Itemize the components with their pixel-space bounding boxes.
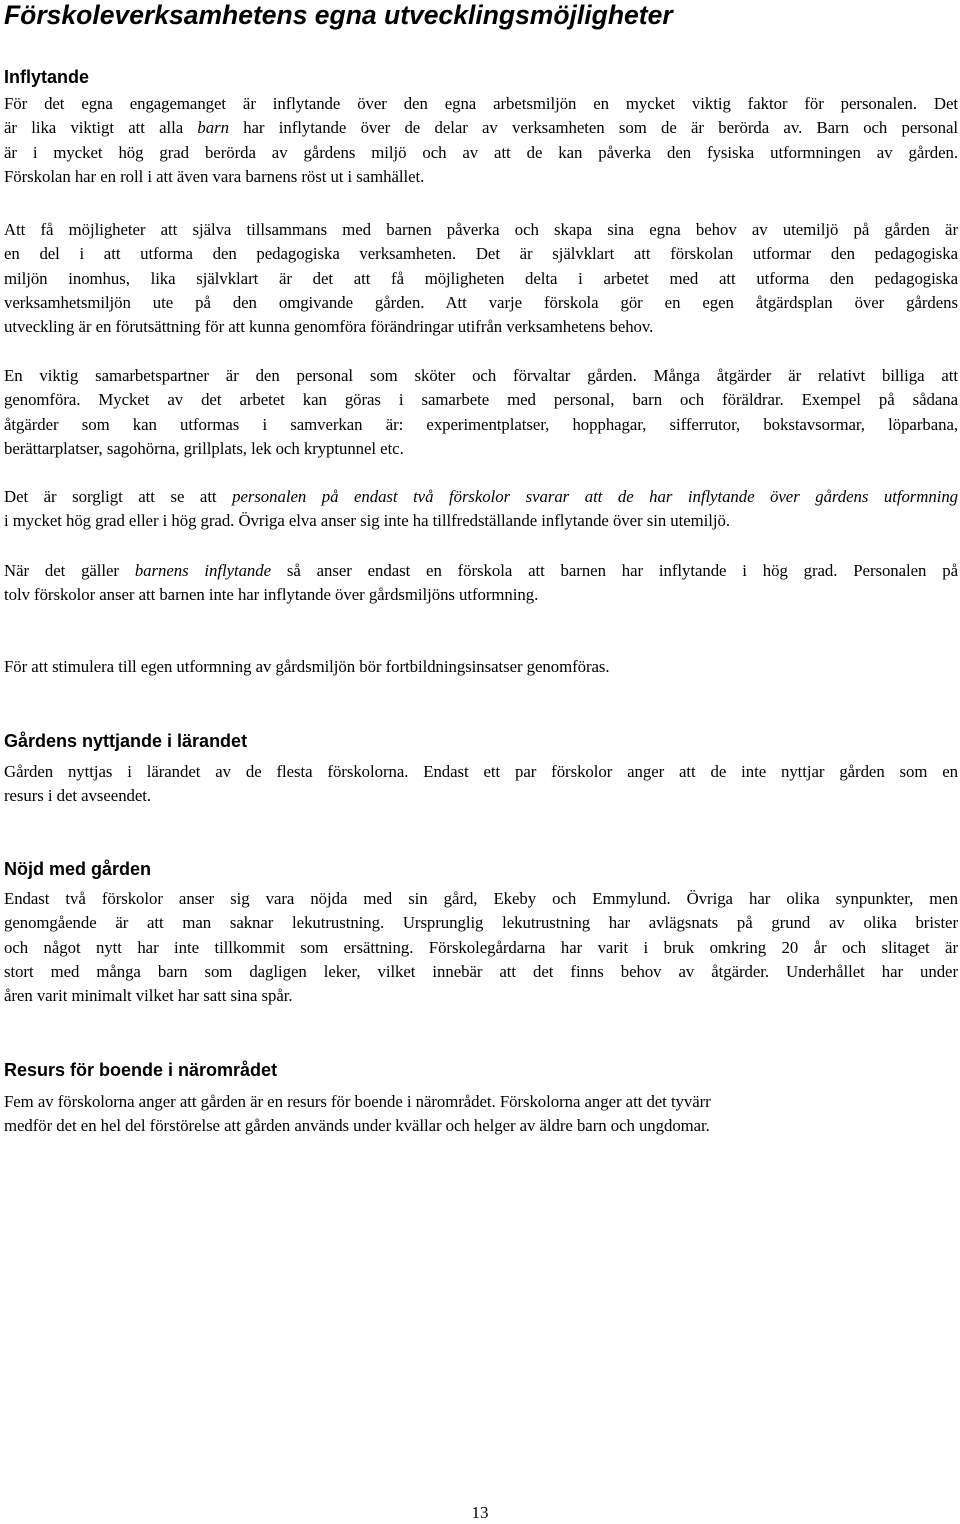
- page-title: Förskoleverksamhetens egna utvecklingsmöjligheter: [4, 0, 673, 30]
- paragraph-inflytande-6: [4, 655, 958, 679]
- text-line: stort med många barn som dagligen leker, vilket innebär att det finns behov av åtgärder. Underhållet har under: [4, 961, 958, 981]
- text-line: och något nytt har inte tillkommit som ersättning. Förskolegårdarna har varit i bruk omkring 20 år och slitaget är: [4, 937, 958, 957]
- paragraph-inflytande-3: [4, 364, 958, 461]
- text-line: åtgärder som kan utformas i samverkan är: experimentplatser, hopphagar, sifferrutor, bokstavsormar, löparbana,: [4, 414, 958, 434]
- text-line: Förskolan har en roll i att även vara barnens röst ut i samhället.: [4, 166, 425, 186]
- paragraph-inflytande-5: [4, 559, 958, 608]
- emphasis-barnens-inflytande: barnens inflytande: [134, 561, 272, 580]
- text-line: en del i att utforma den pedagogiska verksamheten. Det är självklart att förskolan utformar den pedagogiska: [4, 244, 958, 264]
- paragraph-inflytande-4: [4, 485, 958, 534]
- text-run: Det är sorgligt att se att: [4, 487, 233, 506]
- paragraph-inflytande-1: [4, 92, 958, 189]
- text-line: verksamhetsmiljön ute på den omgivande gården. Att varje förskola gör en egen åtgärdsplan över gårdens: [4, 292, 958, 312]
- paragraph-nojd-1: [4, 887, 958, 1008]
- text-line: [4, 559, 958, 583]
- text-line: berättarplatser, sagohörna, grillplats, lek och kryptunnel etc.: [4, 438, 404, 458]
- text-line: genomföra. Mycket av det arbetet kan göras i samarbete med personal, barn och föräldrar. Exempel på sådana: [4, 390, 958, 410]
- page-number: 13: [471, 1503, 489, 1522]
- text-line: Gården nyttjas i lärandet av de flesta förskolorna. Endast ett par förskolor anger att de inte nyttjar gården som en: [4, 762, 958, 781]
- text-line: En viktig samarbetspartner är den personal som sköter och förvaltar gården. Många åtgärder är relativt billiga att: [4, 366, 958, 385]
- text-line: [4, 485, 958, 509]
- text-line: utveckling är en förutsättning för att kunna genomföra förändringar utifrån verksamhetens behov.: [4, 317, 654, 337]
- paragraph-resurs-1: [4, 1090, 958, 1139]
- text-line: åren varit minimalt vilket har satt sina spår.: [4, 986, 293, 1006]
- text-line: Endast två förskolor anser sig vara nöjda med sin gård, Ekeby och Emmylund. Övriga har olika synpunkter, men: [4, 889, 958, 908]
- text-run: är lika viktigt att alla: [4, 118, 198, 138]
- text-run: har inflytande över de delar av verksamheten som de är berörda av. Barn och personal: [228, 118, 958, 138]
- paragraph-nyttjande-1: [4, 760, 958, 809]
- text-line: är i mycket hög grad berörda av gårdens miljö och av att de kan påverka den fysiska utformningen av gården.: [4, 142, 958, 162]
- text-line: Fem av förskolorna anger att gården är en resurs för boende i närområdet. Förskolorna anger att det tyvärr: [4, 1092, 711, 1111]
- text-line: För det egna engagemanget är inflytande över den egna arbetsmiljön en mycket viktig faktor för personalen. Det: [4, 94, 958, 113]
- emphasis-personalen: personalen på endast två förskolor svarar att de har inflytande över gårdens utformning: [232, 487, 958, 506]
- text-line: genomgående är att man saknar lekutrustning. Ursprunglig lekutrustning har avlägsnats på grund av olika brister: [4, 913, 958, 933]
- heading-nojd: Nöjd med gården: [4, 859, 152, 879]
- text-line: resurs i det avseendet.: [4, 786, 152, 806]
- text-line: medför det en hel del förstörelse att gården används under kvällar och helger av äldre barn och ungdomar.: [4, 1116, 710, 1136]
- text-line: miljön inomhus, lika självklart är det att få möjligheten delta i arbetet med att utforma den pedagogiska: [4, 268, 958, 288]
- heading-resurs: Resurs för boende i närområdet: [4, 1060, 278, 1080]
- text-line: tolv förskolor anser att barnen inte har inflytande över gårdsmiljöns utformning.: [4, 585, 539, 605]
- heading-nyttjande: Gårdens nyttjande i lärandet: [4, 731, 248, 751]
- text-run: så anser endast en förskola att barnen har inflytande i hög grad. Personalen på: [271, 561, 958, 580]
- paragraph-inflytande-2: [4, 218, 958, 339]
- emphasis-barn: barn: [197, 118, 229, 138]
- text-line: [4, 116, 958, 140]
- text-run: När det gäller: [4, 561, 135, 580]
- text-line: Att få möjligheter att själva tillsammans med barnen påverka och skapa sina egna behov av utemiljö på gården är: [4, 220, 958, 239]
- text-line: För att stimulera till egen utformning av gårdsmiljön bör fortbildningsinsatser genomföras.: [4, 657, 610, 676]
- heading-inflytande: Inflytande: [4, 67, 90, 87]
- text-line: i mycket hög grad eller i hög grad. Övriga elva anser sig inte ha tillfredställande inflytande över sin utemiljö.: [4, 511, 730, 531]
